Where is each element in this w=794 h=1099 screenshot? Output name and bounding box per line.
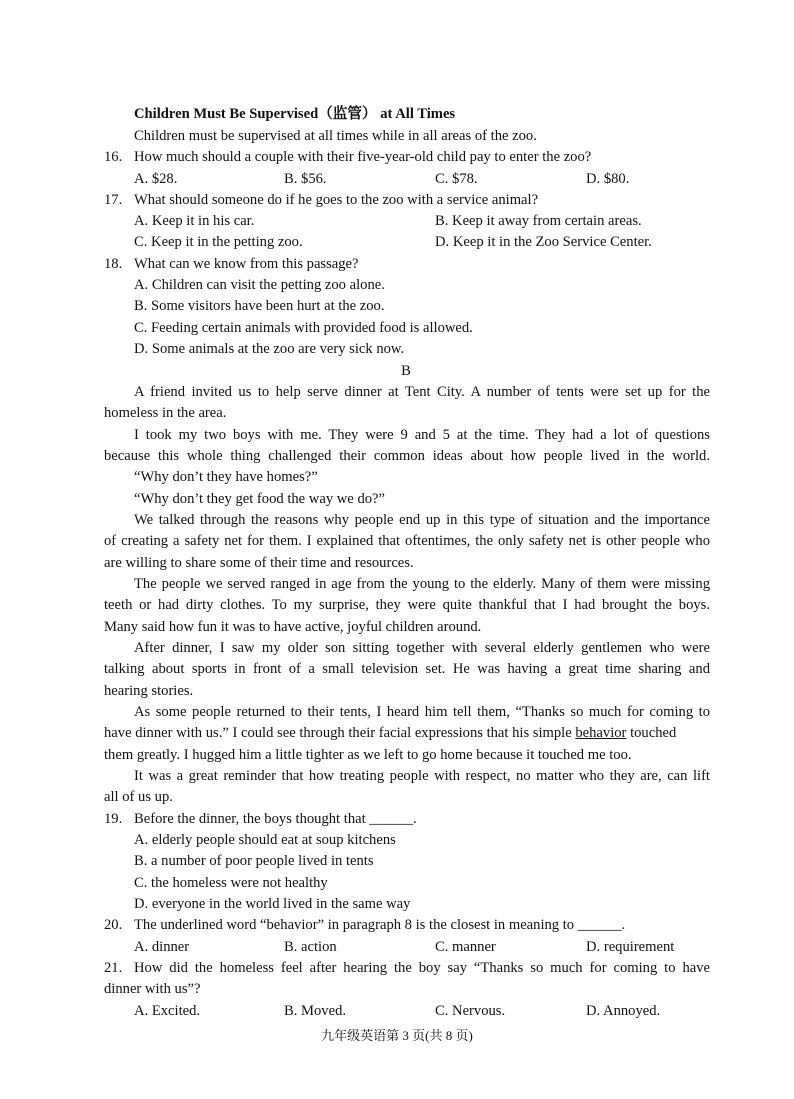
passage-text: have dinner with us.” I could see through their facial expressions that his simple	[104, 725, 572, 741]
question-stem-continued: dinner with us”?	[104, 981, 201, 997]
passage-line: The people we served ranged in age from the young to the elderly. Many of them were missing	[134, 576, 710, 592]
option-c: C. manner	[435, 939, 496, 955]
option-d: D. Some animals at the zoo are very sick now.	[134, 341, 405, 357]
dialogue-line: “Why don’t they have homes?”	[134, 469, 318, 485]
passage-line: After dinner, I saw my older son sitting together with several elderly gentlemen who were	[134, 640, 710, 656]
option-a: A. Keep it in his car.	[134, 213, 255, 229]
passage-line: are willing to share some of their time and resources.	[104, 555, 414, 571]
option-d: D. Annoyed.	[586, 1003, 661, 1019]
option-a: A. Children can visit the petting zoo alone.	[134, 277, 385, 293]
passage-line: talking about sports in front of a small television set. He was having a great time sharing and	[104, 661, 710, 677]
option-d: D. Keep it in the Zoo Service Center.	[435, 234, 652, 250]
question-stem: What should someone do if he goes to the zoo with a service animal?	[134, 192, 539, 208]
passage-line: hearing stories.	[104, 683, 194, 699]
question-number: 21.	[104, 960, 123, 976]
option-b: B. a number of poor people lived in tents	[134, 853, 374, 869]
question-stem: The underlined word “behavior” in paragraph 8 is the closest in meaning to ______.	[134, 917, 626, 933]
underlined-word: behavior	[575, 725, 627, 741]
question-number: 19.	[104, 811, 123, 827]
option-d: D. everyone in the world lived in the same way	[134, 896, 411, 912]
passage-line: Many said how fun it was to have active, joyful children around.	[104, 619, 482, 635]
passage-line: We talked through the reasons why people end up in this type of situation and the importance	[134, 512, 710, 528]
question-number: 20.	[104, 917, 123, 933]
passage-line: As some people returned to their tents, I heard him tell them, “Thanks so much for coming to	[134, 704, 710, 720]
passage-line: It was a great reminder that how treating people with respect, no matter who they are, can lift	[134, 768, 710, 784]
dialogue-line: “Why don’t they get food the way we do?”	[134, 491, 385, 507]
option-c: C. $78.	[435, 171, 478, 187]
question-stem: How much should a couple with their five-year-old child pay to enter the zoo?	[134, 149, 592, 165]
passage-text: touched	[630, 725, 677, 741]
question-number: 18.	[104, 256, 123, 272]
option-a: A. dinner	[134, 939, 190, 955]
passage-line: all of us up.	[104, 789, 173, 805]
passage-line: A friend invited us to help serve dinner at Tent City. A number of tents were set up for the	[134, 384, 710, 400]
option-b: B. action	[284, 939, 337, 955]
option-b: B. Keep it away from certain areas.	[435, 213, 642, 229]
question-number: 17.	[104, 192, 123, 208]
question-stem: Before the dinner, the boys thought that ______.	[134, 811, 417, 827]
option-c: C. Keep it in the petting zoo.	[134, 234, 303, 250]
passage-line: of creating a safety net for them. I explained that oftentimes, the only safety net is other people who	[104, 533, 710, 549]
option-c: C. the homeless were not healthy	[134, 875, 328, 891]
option-b: B. Some visitors have been hurt at the zoo.	[134, 298, 385, 314]
passage-line: teeth or had dirty clothes. To my surprise, they were quite thankful that I had brought the boys.	[104, 597, 710, 613]
page-footer: 九年级英语第 3 页(共 8 页)	[321, 1028, 473, 1043]
option-d: D. $80.	[586, 171, 630, 187]
passage-line: I took my two boys with me. They were 9 and 5 at the time. They had a lot of questions	[134, 427, 710, 443]
option-a: A. $28.	[134, 171, 178, 187]
option-d: D. requirement	[586, 939, 675, 955]
option-a: A. elderly people should eat at soup kitchens	[134, 832, 396, 848]
passage-line	[104, 723, 676, 744]
passage-line: them greatly. I hugged him a little tighter as we left to go home because it touched me too.	[104, 747, 632, 763]
option-b: B. Moved.	[284, 1003, 347, 1019]
option-b: B. $56.	[284, 171, 327, 187]
passage-line: homeless in the area.	[104, 405, 227, 421]
option-c: C. Feeding certain animals with provided food is allowed.	[134, 320, 473, 336]
option-c: C. Nervous.	[435, 1003, 506, 1019]
question-number: 16.	[104, 149, 123, 165]
option-a: A. Excited.	[134, 1003, 201, 1019]
section-label: B	[401, 363, 411, 379]
notice-title: Children Must Be Supervised（监管） at All Times	[134, 106, 456, 122]
passage-line: because this whole thing challenged their common ideas about how people lived in the world.	[104, 448, 710, 464]
notice-body: Children must be supervised at all times while in all areas of the zoo.	[134, 128, 537, 144]
question-stem: What can we know from this passage?	[134, 256, 359, 272]
question-stem: How did the homeless feel after hearing the boy say “Thanks so much for coming to have	[134, 960, 710, 976]
